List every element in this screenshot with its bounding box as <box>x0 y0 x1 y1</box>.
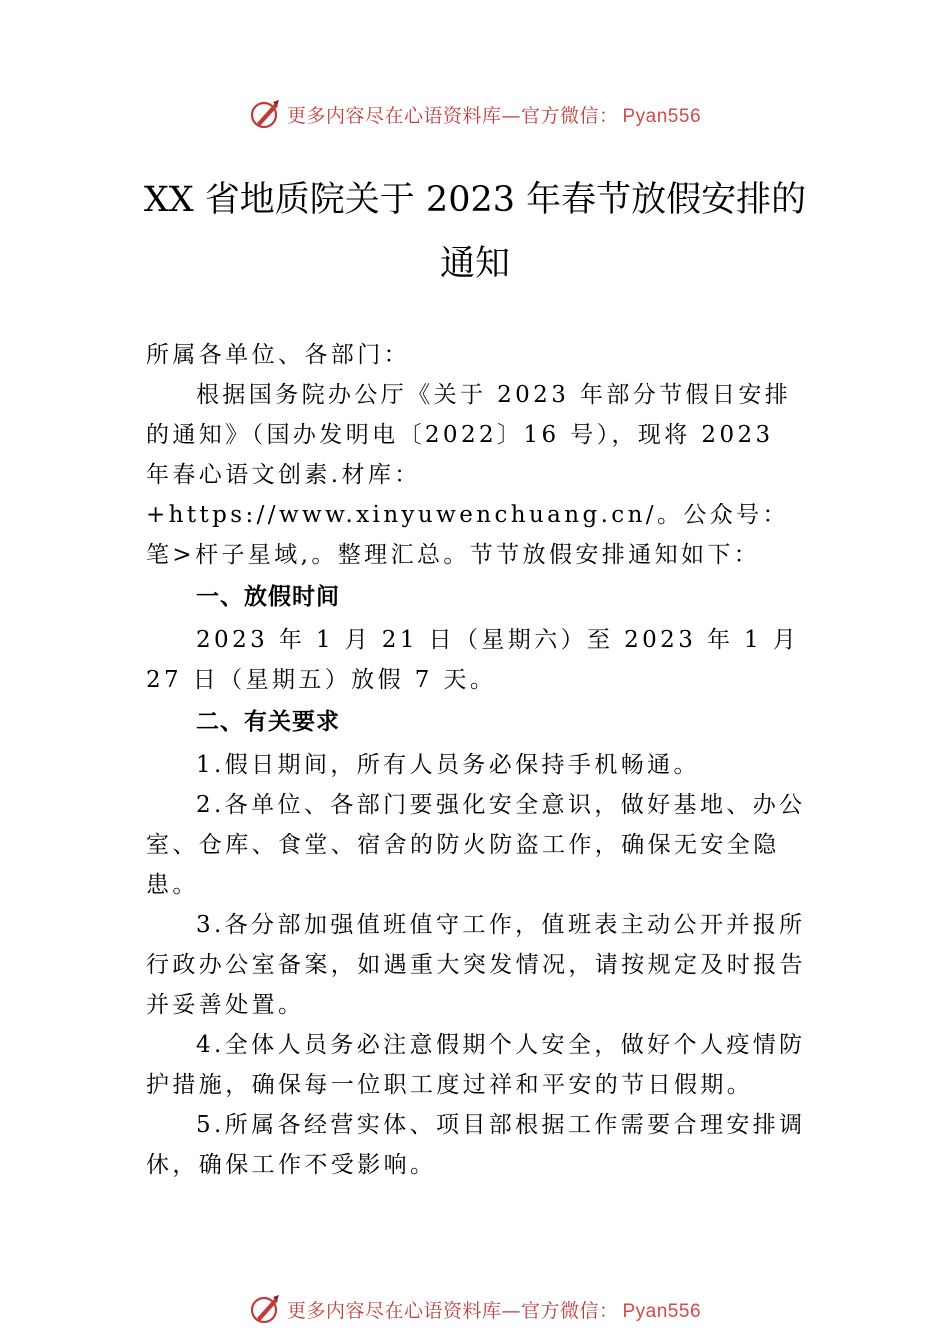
holiday-period-text: 2023 年 1 月 21 日（星期六）至 2023 年 1 月 27 日（星期五）放假 7 天。 <box>146 627 800 693</box>
footer-watermark <box>0 1291 950 1327</box>
requirement-item: 4.全体人员务必注意假期个人安全，做好个人疫情防护措施，确保每一位职工度过祥和平安的节日假期。 <box>146 1032 806 1098</box>
section-heading-2: 二、有关要求 <box>196 709 340 735</box>
salutation: 所属各单位、各部门： <box>146 342 410 368</box>
pen-logo-icon <box>249 1292 283 1326</box>
watermark-text: 更多内容尽在心语资料库—官方微信： Pyan556 <box>286 104 702 127</box>
requirement-item: 3.各分部加强值班值守工作，值班表主动公开并报所行政办公室备案，如遇重大突发情况，请按规定及时报告并妥善处置。 <box>146 912 806 1018</box>
watermark-text: 更多内容尽在心语资料库—官方微信： Pyan556 <box>286 1299 702 1322</box>
document-title <box>0 168 950 296</box>
title-line-1: XX 省地质院关于 2023 年春节放假安排的 <box>143 180 807 220</box>
title-line-2: 通知 <box>439 244 510 284</box>
requirement-item: 5.所属各经营实体、项目部根据工作需要合理安排调休，确保工作不受影响。 <box>146 1112 806 1178</box>
requirement-item: 2.各单位、各部门要强化安全意识，做好基地、办公室、仓库、食堂、宿舍的防火防盗工作，确保无安全隐患。 <box>146 792 806 898</box>
intro-paragraph: 根据国务院办公厅《关于 2023 年部分节假日安排的通知》（国办发明电〔2022〕16 号），现将 2023 年春心语文创素.材库：+https://www.xinyuwenchuang.cn/。公众号：笔>杆子星域,。整理汇总。节节放假安排通知如下： <box>146 382 792 568</box>
header-watermark <box>0 96 950 132</box>
section-heading-1: 一、放假时间 <box>196 584 340 610</box>
requirement-item: 1.假日期间，所有人员务必保持手机畅通。 <box>196 752 700 778</box>
document-body <box>146 335 810 1185</box>
pen-logo-icon <box>249 97 283 131</box>
